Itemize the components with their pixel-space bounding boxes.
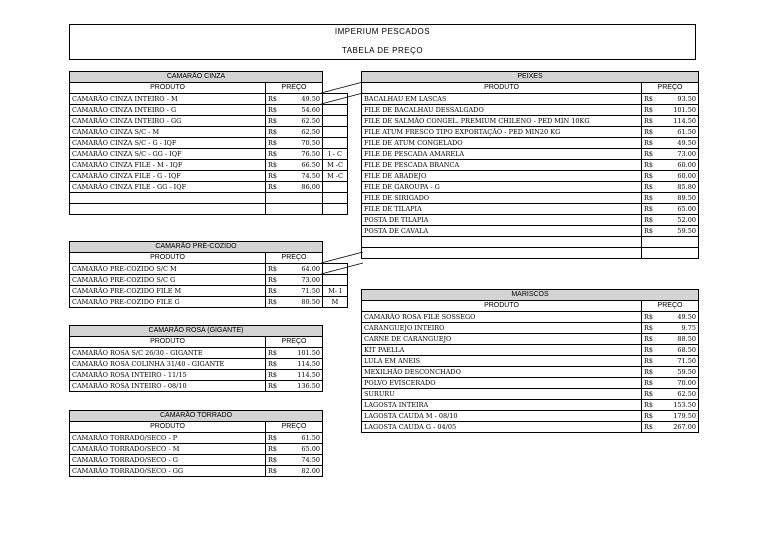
product-name: CAMARÃO TORRADO/SECO - GG <box>70 466 266 477</box>
product-name: CAMARÃO ROSA COLINHA 31/40 - GIGANTE <box>70 359 266 370</box>
table-row <box>70 193 348 204</box>
product-name: KIT PAELLA <box>362 345 642 356</box>
section-title: CAMARÃO CINZA <box>70 72 323 83</box>
table-row <box>70 160 348 171</box>
blank-cell <box>323 242 348 253</box>
currency-symbol: R$ <box>642 345 660 356</box>
price-value: 61.50 <box>660 127 699 138</box>
currency-symbol: R$ <box>266 286 284 297</box>
price-value <box>660 248 699 259</box>
column-header-product: PRODUTO <box>362 83 642 94</box>
price-value: 54.60 <box>284 105 323 116</box>
product-name: BACALHAU EM LASCAS <box>362 94 642 105</box>
currency-symbol <box>266 204 284 215</box>
product-name: FILE DE TILAPIA <box>362 204 642 215</box>
currency-symbol: R$ <box>642 226 660 237</box>
price-value: 74.50 <box>284 455 323 466</box>
column-header-price: PREÇO <box>642 301 699 312</box>
column-header-product: PRODUTO <box>70 422 266 433</box>
currency-symbol: R$ <box>266 149 284 160</box>
product-name: LAGOSTA CAUDA G - 04/05 <box>362 422 642 433</box>
price-value: 85.80 <box>660 182 699 193</box>
price-value: 59.50 <box>660 367 699 378</box>
price-value: 179.50 <box>660 411 699 422</box>
price-value: 74.50 <box>284 171 323 182</box>
note-code: M -C <box>323 160 348 171</box>
table-row <box>362 367 699 378</box>
table-row <box>362 171 699 182</box>
product-name: CAMARÃO CINZA INTEIRO - M <box>70 94 266 105</box>
currency-symbol: R$ <box>642 138 660 149</box>
product-name: CAMARÃO TORRADO/SECO - G <box>70 455 266 466</box>
product-name: CAMARÃO CINZA INTEIRO - G <box>70 105 266 116</box>
currency-symbol: R$ <box>642 94 660 105</box>
column-header-price: PREÇO <box>266 422 323 433</box>
table-row <box>362 345 699 356</box>
price-value: 73.00 <box>660 149 699 160</box>
currency-symbol: R$ <box>642 116 660 127</box>
currency-symbol: R$ <box>642 411 660 422</box>
table-row <box>70 264 348 275</box>
currency-symbol: R$ <box>642 378 660 389</box>
note-code: I - C <box>323 149 348 160</box>
column-header-price: PREÇO <box>266 337 323 348</box>
product-name: FILE DE SIRIGADO <box>362 193 642 204</box>
currency-symbol: R$ <box>266 275 284 286</box>
table-row <box>70 149 348 160</box>
price-value: 71.50 <box>284 286 323 297</box>
currency-symbol: R$ <box>266 348 284 359</box>
note-code <box>323 182 348 193</box>
price-value: 88.50 <box>660 334 699 345</box>
table-row <box>70 182 348 193</box>
price-value: 62.50 <box>284 127 323 138</box>
blank-cell <box>323 72 348 83</box>
note-code <box>323 204 348 215</box>
product-name <box>70 204 266 215</box>
currency-symbol <box>642 248 660 259</box>
table-row <box>362 389 699 400</box>
section-title: CAMARÃO PRÉ-COZIDO <box>70 242 323 253</box>
table-row <box>70 466 323 477</box>
product-name: CAMARÃO CINZA S/C - G - IQF <box>70 138 266 149</box>
currency-symbol: R$ <box>266 160 284 171</box>
table-row <box>70 370 323 381</box>
currency-symbol: R$ <box>642 149 660 160</box>
product-name: CAMARÃO CINZA FILE - GG - IQF <box>70 182 266 193</box>
note-code <box>323 94 348 105</box>
currency-symbol: R$ <box>642 356 660 367</box>
product-name: SURURU <box>362 389 642 400</box>
price-value: 114.50 <box>284 370 323 381</box>
table-row <box>362 356 699 367</box>
price-value: 114.50 <box>660 116 699 127</box>
product-name: MEXILHÃO DESCONCHADO <box>362 367 642 378</box>
note-code: M -C <box>323 171 348 182</box>
price-value: 52.00 <box>660 215 699 226</box>
currency-symbol: R$ <box>642 400 660 411</box>
table-row <box>362 138 699 149</box>
table-row <box>70 275 348 286</box>
currency-symbol: R$ <box>642 204 660 215</box>
note-code: M- I <box>323 286 348 297</box>
product-name: CAMARÃO PRE-COZIDO S/C M <box>70 264 266 275</box>
blank-cell <box>323 253 348 264</box>
note-code <box>323 264 348 275</box>
price-value: 71.50 <box>660 356 699 367</box>
currency-symbol: R$ <box>266 297 284 308</box>
currency-symbol: R$ <box>266 105 284 116</box>
table-row <box>362 204 699 215</box>
currency-symbol: R$ <box>266 466 284 477</box>
currency-symbol: R$ <box>266 433 284 444</box>
price-value: 136.50 <box>284 381 323 392</box>
product-name: CAMARÃO TORRADO/SECO - P <box>70 433 266 444</box>
currency-symbol: R$ <box>266 444 284 455</box>
section-peixes <box>361 71 699 259</box>
product-name: FILE DE PESCADA AMARELA <box>362 149 642 160</box>
price-value: 153.50 <box>660 400 699 411</box>
price-value: 49.50 <box>660 312 699 323</box>
column-header-price: PREÇO <box>266 253 323 264</box>
currency-symbol: R$ <box>266 127 284 138</box>
table-row <box>362 127 699 138</box>
product-name <box>70 193 266 204</box>
product-name: CAMARÃO ROSA INTEIRO - 08/10 <box>70 381 266 392</box>
product-name: CAMARÃO ROSA FILE SOSSEGO <box>362 312 642 323</box>
section-title: CAMARÃO TORRADO <box>70 411 323 422</box>
note-code <box>323 275 348 286</box>
currency-symbol: R$ <box>642 160 660 171</box>
product-name: FILE DE PESCADA BRANCA <box>362 160 642 171</box>
product-name: CAMARÃO ROSA S/C 26/30 - GIGANTE <box>70 348 266 359</box>
price-value: 61.50 <box>284 433 323 444</box>
currency-symbol <box>642 237 660 248</box>
company-name: IMPERIUM PESCADOS <box>334 27 431 36</box>
table-row <box>362 193 699 204</box>
price-value <box>284 193 323 204</box>
column-header-product: PRODUTO <box>70 83 266 94</box>
section-title: CAMARÃO ROSA (GIGANTE) <box>70 326 323 337</box>
currency-symbol: R$ <box>642 127 660 138</box>
price-value: 62.50 <box>660 389 699 400</box>
price-value: 9.75 <box>660 323 699 334</box>
product-name: CAMARÃO CINZA FILE - M - IQF <box>70 160 266 171</box>
product-name: POSTA DE CAVALA <box>362 226 642 237</box>
currency-symbol: R$ <box>266 94 284 105</box>
table-row <box>70 204 348 215</box>
currency-symbol: R$ <box>642 367 660 378</box>
product-name: CAMARÃO TORRADO/SECO - M <box>70 444 266 455</box>
note-code <box>323 127 348 138</box>
product-name: CAMARÃO PRE-COZIDO FILE G <box>70 297 266 308</box>
product-name: CARNE DE CARANGUEJO <box>362 334 642 345</box>
product-name: CARANGUEJO INTEIRO <box>362 323 642 334</box>
currency-symbol: R$ <box>266 381 284 392</box>
table-row <box>70 433 323 444</box>
currency-symbol: R$ <box>266 116 284 127</box>
product-name: FILE DE ATUM CONGELADO <box>362 138 642 149</box>
table-row <box>70 171 348 182</box>
section-mariscos <box>361 289 699 433</box>
table-row <box>70 116 348 127</box>
product-name: FILE ATUM FRESCO TIPO EXPORTAÇÃO - PED MIN20 KG <box>362 127 642 138</box>
column-header-product: PRODUTO <box>70 337 266 348</box>
table-row <box>70 297 348 308</box>
table-row <box>362 400 699 411</box>
price-value: 70.00 <box>660 378 699 389</box>
document-subtitle: TABELA DE PREÇO <box>341 46 424 55</box>
table-row <box>70 138 348 149</box>
price-value: 60.00 <box>660 171 699 182</box>
table-row <box>70 381 323 392</box>
product-name: CAMARÃO CINZA FILE - G - IQF <box>70 171 266 182</box>
price-value: 65.00 <box>660 204 699 215</box>
table-row <box>70 359 323 370</box>
table-row <box>362 422 699 433</box>
currency-symbol: R$ <box>266 171 284 182</box>
currency-symbol: R$ <box>266 370 284 381</box>
price-value <box>284 204 323 215</box>
product-name: CAMARÃO PRE-COZIDO S/C G <box>70 275 266 286</box>
product-name: LAGOSTA INTEIRA <box>362 400 642 411</box>
price-value: 101.50 <box>660 105 699 116</box>
section-camarao-pre-cozido <box>69 241 348 308</box>
product-name <box>362 237 642 248</box>
price-value: 64.00 <box>284 264 323 275</box>
table-row <box>362 334 699 345</box>
table-row <box>362 248 699 259</box>
note-code <box>323 105 348 116</box>
note-code <box>323 138 348 149</box>
note-code <box>323 193 348 204</box>
price-value: 114.50 <box>284 359 323 370</box>
currency-symbol: R$ <box>642 389 660 400</box>
price-value: 60.00 <box>660 160 699 171</box>
price-value: 65.00 <box>284 444 323 455</box>
currency-symbol: R$ <box>642 182 660 193</box>
price-value: 66.50 <box>284 160 323 171</box>
currency-symbol: R$ <box>642 323 660 334</box>
price-value <box>660 237 699 248</box>
table-row <box>362 116 699 127</box>
product-name: CAMARÃO PRE-COZIDO FILE M <box>70 286 266 297</box>
currency-symbol: R$ <box>266 182 284 193</box>
column-header-price: PREÇO <box>642 83 699 94</box>
section-camarao-cinza <box>69 71 348 215</box>
product-name: CAMARÃO CINZA S/C - M <box>70 127 266 138</box>
currency-symbol: R$ <box>642 312 660 323</box>
currency-symbol: R$ <box>642 334 660 345</box>
price-value: 70.50 <box>284 138 323 149</box>
currency-symbol: R$ <box>266 359 284 370</box>
column-header-product: PRODUTO <box>70 253 266 264</box>
product-name: LAGOSTA CAUDA M - 08/10 <box>362 411 642 422</box>
table-row <box>70 444 323 455</box>
price-value: 73.00 <box>284 275 323 286</box>
section-title: PEIXES <box>362 72 699 83</box>
table-row <box>362 215 699 226</box>
currency-symbol: R$ <box>642 422 660 433</box>
table-row <box>362 411 699 422</box>
table-row <box>362 182 699 193</box>
product-name: FILE DE BACALHAU DESSALGADO <box>362 105 642 116</box>
product-name: FILE DE SALMÃO CONGEL. PREMIUM CHILENO - PED MIN 10KG <box>362 116 642 127</box>
table-row <box>70 455 323 466</box>
product-name: CAMARÃO CINZA S/C - GG - IQF <box>70 149 266 160</box>
price-value: 93.50 <box>660 94 699 105</box>
table-row <box>362 312 699 323</box>
price-value: 62.50 <box>284 116 323 127</box>
currency-symbol: R$ <box>642 215 660 226</box>
price-value: 76.50 <box>284 149 323 160</box>
column-header-price: PREÇO <box>266 83 323 94</box>
price-value: 80.50 <box>284 297 323 308</box>
table-row <box>362 226 699 237</box>
price-value: 86.00 <box>284 182 323 193</box>
price-value: 89.50 <box>660 193 699 204</box>
product-name: FILE DE ABADEJO <box>362 171 642 182</box>
price-value: 68.50 <box>660 345 699 356</box>
table-row <box>70 286 348 297</box>
currency-symbol: R$ <box>642 171 660 182</box>
note-code: M <box>323 297 348 308</box>
table-row <box>362 323 699 334</box>
product-name: POLVO EVISCERADO <box>362 378 642 389</box>
table-row <box>362 378 699 389</box>
product-name <box>362 248 642 259</box>
note-code <box>323 116 348 127</box>
currency-symbol: R$ <box>266 455 284 466</box>
table-row <box>362 105 699 116</box>
product-name: POSTA DE TILAPIA <box>362 215 642 226</box>
section-camarao-torrado <box>69 410 323 477</box>
table-row <box>362 149 699 160</box>
currency-symbol: R$ <box>266 138 284 149</box>
price-value: 82.00 <box>284 466 323 477</box>
currency-symbol: R$ <box>642 193 660 204</box>
table-row <box>362 94 699 105</box>
table-row <box>70 94 348 105</box>
blank-cell <box>323 83 348 94</box>
table-row <box>70 127 348 138</box>
price-value: 59.50 <box>660 226 699 237</box>
product-name: CAMARÃO CINZA INTEIRO - GG <box>70 116 266 127</box>
price-value: 49.50 <box>660 138 699 149</box>
currency-symbol: R$ <box>642 105 660 116</box>
price-value: 267.00 <box>660 422 699 433</box>
product-name: CAMARÃO ROSA INTEIRO - 11/15 <box>70 370 266 381</box>
table-row <box>362 160 699 171</box>
table-row <box>362 237 699 248</box>
product-name: LULA EM ANEIS <box>362 356 642 367</box>
section-title: MARISCOS <box>362 290 699 301</box>
table-row <box>70 348 323 359</box>
product-name: FILE DE GAROUPA - G <box>362 182 642 193</box>
document-header <box>69 24 696 60</box>
section-camarao-rosa <box>69 325 323 392</box>
currency-symbol <box>266 193 284 204</box>
price-value: 49.50 <box>284 94 323 105</box>
price-value: 101.50 <box>284 348 323 359</box>
table-row <box>70 105 348 116</box>
column-header-product: PRODUTO <box>362 301 642 312</box>
currency-symbol: R$ <box>266 264 284 275</box>
